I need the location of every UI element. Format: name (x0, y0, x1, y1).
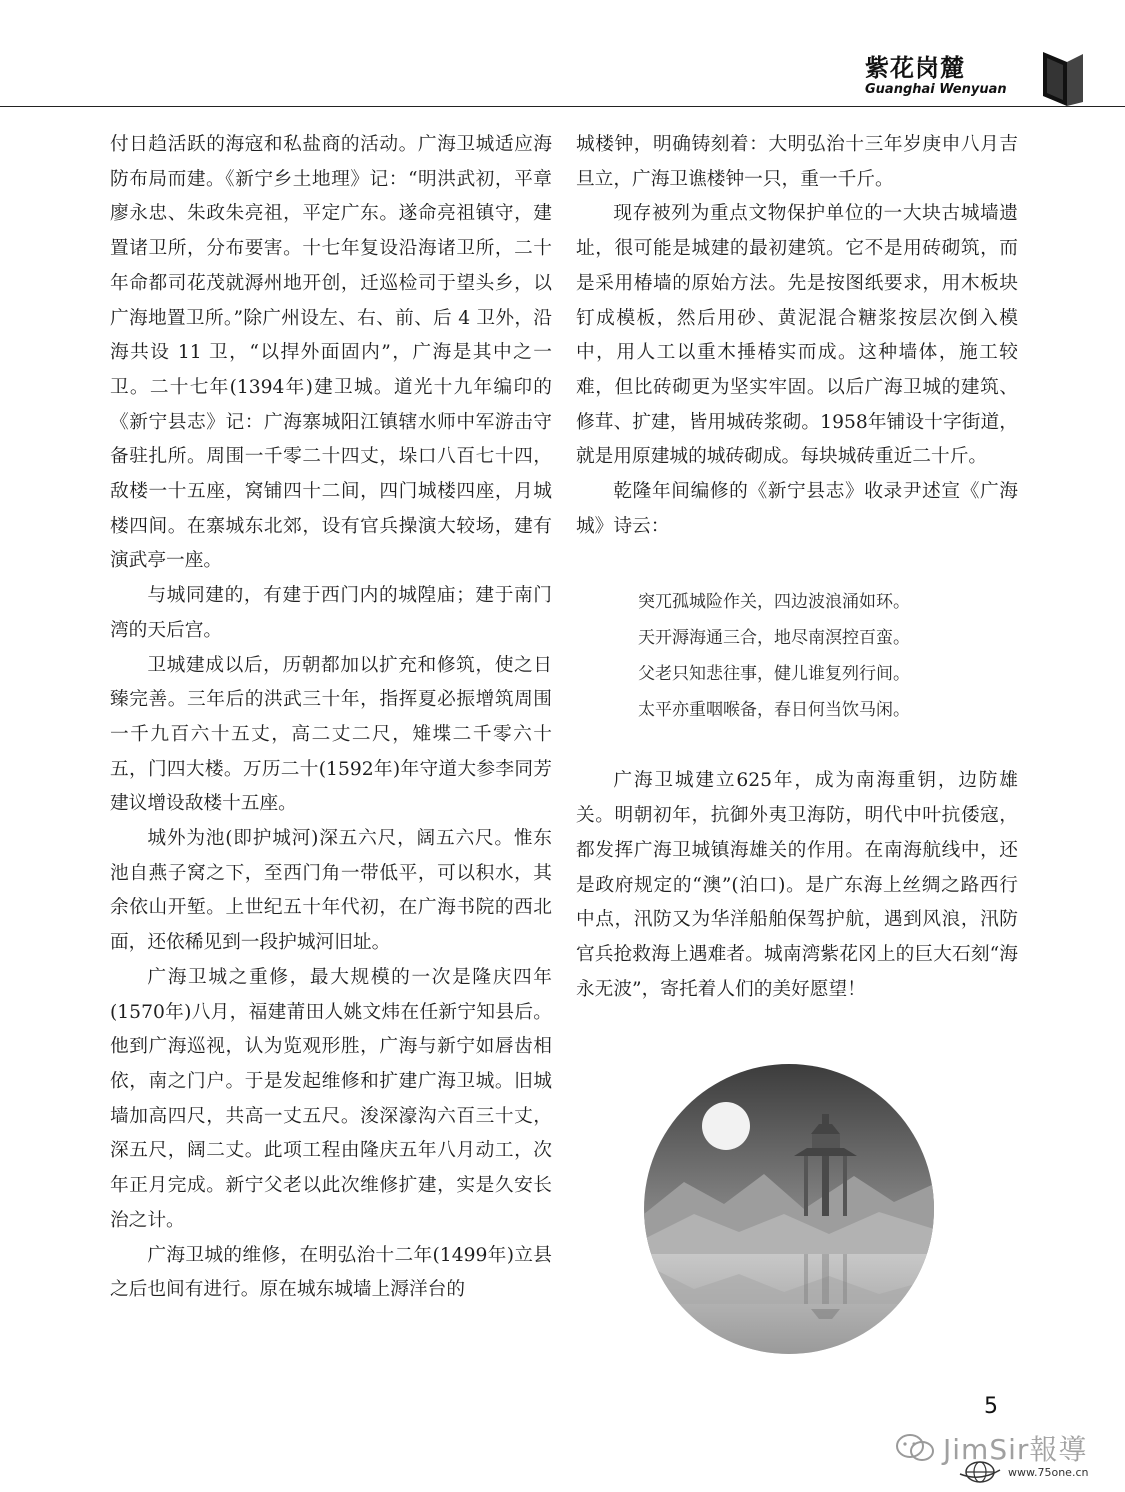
moon-pavilion-illustration (644, 1064, 934, 1354)
watermark-text: JimSir報導 (943, 1433, 1088, 1466)
paragraph: 乾隆年间编修的《新宁县志》收录尹述宣《广海城》诗云： (576, 481, 1018, 537)
poem-line: 天开溽海通三合，地尽南溟控百蛮。 (638, 628, 910, 649)
paragraph: 广海卫城的维修，在明弘治十二年(1499年)立县之后也间有进行。原在城东城墙上溽洋台的 (110, 1244, 552, 1301)
site-url: www.75one.cn (1008, 1465, 1089, 1479)
header-rule (0, 106, 1125, 107)
paragraph: 广海卫城建立625年，成为南海重钥，边防雄关。明朝初年，抗御外夷卫海防，明代中叶抗倭寇，都发挥广海卫城镇海雄关的作用。在南海航线中，还是政府规定的“澳”(泊口)。是广东海上丝绸之路西行中点，汛防又为华洋船舶保驾护航，遇到风浪，汛防官兵抢救海上遇难者。城南湾紫花冈上的巨大石刻“海永无波”，寄托着人们的美好愿望！ (576, 770, 1018, 1000)
book-corner-icon (1039, 48, 1085, 110)
poem (576, 584, 1018, 728)
brand-header (865, 48, 1085, 110)
brand-title-cn: 紫花岗麓 (865, 53, 965, 82)
site-mark (958, 1460, 1088, 1484)
paragraph: 付日趋活跃的海寇和私盐商的活动。广海卫城适应海防布局而建。《新宁乡土地理》记：“明洪武初，平章廖永忠、朱政朱亮祖，平定广东。遂命亮祖镇守，建置诸卫所，分布要害。十七年复设沿海诸卫所，二十年命都司花茂就溽州地开创，迁巡检司于望头乡，以广海地置卫所。”除广州设左、右、前、后 4 卫外，沿海共设 11 卫，“以捍外面固内”，广海是其中之一卫。二十七年(1394年)建卫城。道光十九年编印的《新宁县志》记：广海寨城阳江镇辖水师中军游击守备驻扎所。周围一千零二十四丈，垛口八百七十四，敌楼一十五座，窝铺四十二间，四门城楼四座，月城楼四间。在寨城东北郊，设有官兵操演大较场，建有演武亭一座。 (110, 134, 552, 572)
paragraph: 与城同建的，有建于西门内的城隍庙；建于南门湾的天后宫。 (110, 585, 552, 641)
paragraph: 卫城建成以后，历朝都加以扩充和修筑，使之日臻完善。三年后的洪武三十年，指挥夏必振增筑周围一千九百六十五丈，高二丈二尺，雉堞二千零六十五，门四大楼。万历二十(1592年)年守道大参李同芳建议增设敌楼十五座。 (110, 654, 552, 815)
right-column (576, 128, 1018, 1007)
poem-line: 突兀孤城险作关，四边波浪涌如环。 (638, 592, 910, 613)
left-column (110, 128, 552, 1308)
paragraph: 城外为池(即护城河)深五六尺，阔五六尺。惟东池自燕子窝之下，至西门角一带低平，可以积水，其余依山开堑。上世纪五十年代初，在广海书院的西北面，还依稀见到一段护城河旧址。 (110, 828, 552, 954)
wechat-icon (895, 1433, 937, 1463)
paragraph: 现存被列为重点文物保护单位的一大块古城墙遗址，很可能是城建的最初建筑。它不是用砖砌筑，而是采用椿墙的原始方法。先是按图纸要求，用木板块钉成模板，然后用砂、黄泥混合糖浆按层次倒入模中，用人工以重木捶椿实而成。这种墙体，施工较难，但比砖砌更为坚实牢固。以后广海卫城的建筑、修茸、扩建，皆用城砖浆砌。1958年铺设十字街道，就是用原建城的城砖砌成。每块城砖重近二十斤。 (576, 203, 1018, 468)
paragraph: 广海卫城之重修，最大规模的一次是隆庆四年(1570年)八月，福建莆田人姚文炜在任新宁知县后。他到广海巡视，认为览观形胜，广海与新宁如唇齿相依，南之门户。于是发起维修和扩建广海卫城。旧城墙加高四尺，共高一丈五尺。浚深濠沟六百三十丈，深五尺，阔二丈。此项工程由隆庆五年八月动工，次年正月完成。新宁父老以此次维修扩建，实是久安长治之计。 (110, 966, 552, 1231)
globe-logo-icon (958, 1460, 1002, 1484)
poem-line: 父老只知悲往事，健儿谁复列行间。 (638, 664, 910, 685)
poem-line: 太平亦重咽喉备，春日何当饮马闲。 (638, 700, 910, 721)
page-number: 5 (984, 1394, 998, 1419)
paragraph: 城楼钟，明确铸刻着：大明弘治十三年岁庚申八月吉旦立，广海卫谯楼钟一只，重一千斤。 (576, 134, 1018, 190)
brand-title-en: Guanghai Wenyuan (865, 82, 1007, 97)
